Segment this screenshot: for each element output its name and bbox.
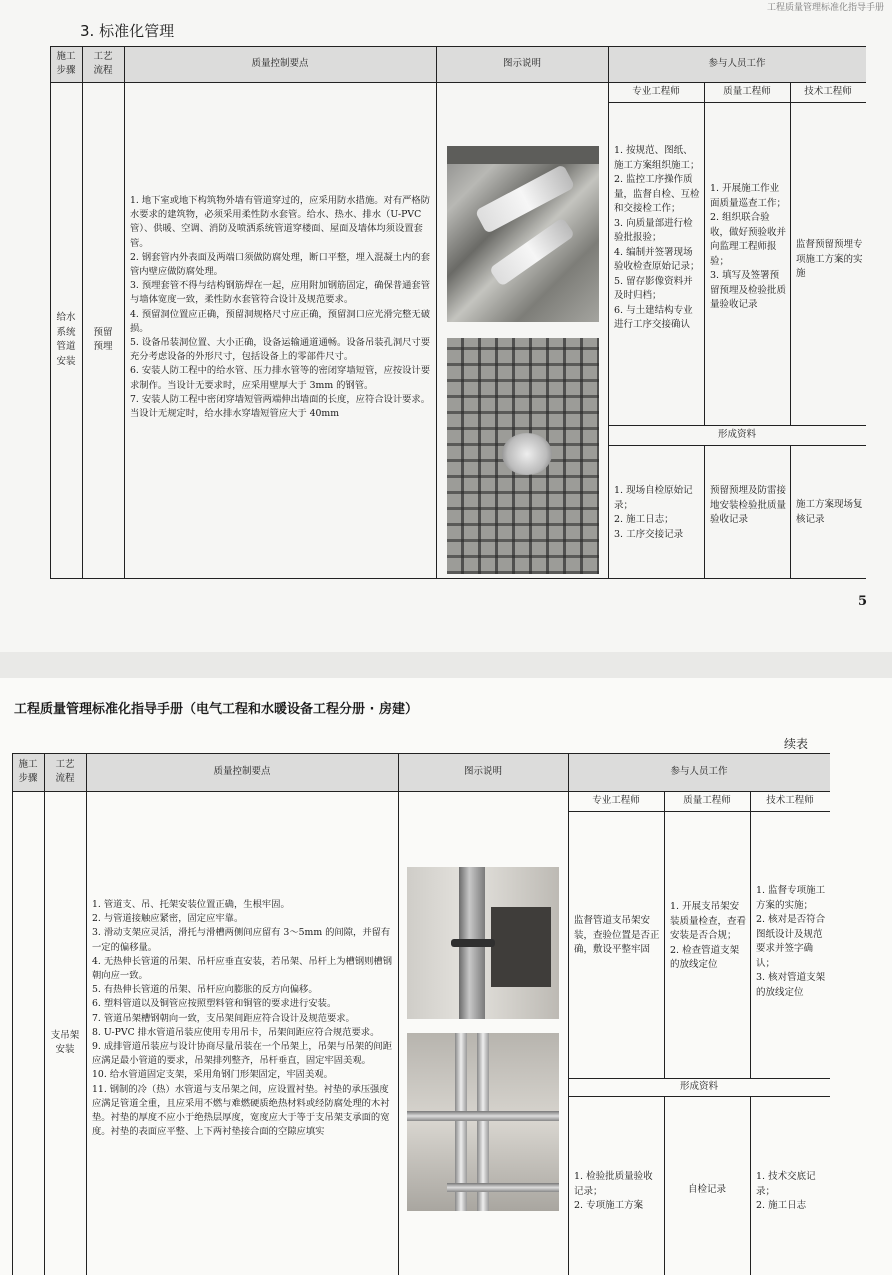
header-staff: 参与人员工作 (708, 57, 766, 69)
role-technical-engineer: 技术工程师 (804, 85, 852, 97)
table-border (44, 753, 45, 1275)
page-number: 5 (858, 594, 868, 609)
forming-records-label: 形成资料 (679, 1080, 718, 1092)
table-border (50, 82, 866, 83)
role-professional-engineer: 专业工程师 (592, 794, 640, 806)
table-border (124, 46, 125, 578)
quality-points-text: 1. 管道支、吊、托架安装位置正确，生根牢固。 2. 与管道接触应紧密，固定应牢靠。 3. 滑动支架应灵活，滑托与滑槽两侧间应留有 3～5mm 的间隙，并留有一定的偏移量。 4. 无热伸长管道的吊架、吊杆应垂直安装，若吊架、吊杆上为槽钢则槽钢朝向应一致。 5. 有热伸长管道的吊架、吊杆应向膨胀的反方向偏移。 6. 塑料管道以及铜管应按照塑料管和铜管的要求进行安装。 7. 管道吊架槽钢朝向一致，支吊架间距应符合设计及规范要求。 8. U-PVC 排水管道吊装应使用专用吊卡，吊架间距应符合规范要求。 9. 成排管道吊装应与设计协商尽量吊装在一个吊架上，吊架与吊架的间距应满足最小管道的要求，吊架排列整齐，吊杆垂直，固定牢固美观。 10. 给水管道固定支架，采用角钢门形架固定，牢固美观。 11. 钢制的冷（热）水管道与支吊架之间，应设置衬垫。衬垫的承压强度应满足管道全重，且应采用不燃与难燃硬质绝热材料或经防腐处理的木衬垫。衬垫的厚度不应小于绝热层厚度，宽度应大于等于支吊架支承面的宽度。衬垫的表面应平整、上下两衬垫接合面的空隙应填实 (92, 899, 393, 1138)
header-flow: 工艺 流程 (55, 758, 75, 784)
table-border (12, 753, 830, 754)
flow-cell: 预留 预埋 (93, 326, 113, 352)
header-staff: 参与人员工作 (670, 765, 728, 777)
table-border (568, 1096, 830, 1097)
header-points: 质量控制要点 (251, 57, 309, 69)
header-points: 质量控制要点 (213, 765, 271, 777)
running-header: 工程质量管理标准化指导手册 (766, 3, 884, 13)
forming-records-label: 形成资料 (717, 428, 756, 440)
professional-engineer-records: 1. 现场自检原始记录； 2. 施工日志； 3. 工序交接记录 (614, 485, 693, 540)
quality-engineer-work: 1. 开展支吊架安装质量检查，查看安装是否合规； 2. 检查管道支架的放线定位 (670, 901, 747, 970)
table-border (82, 46, 83, 578)
table-border (750, 791, 751, 1078)
quality-points-text: 1. 地下室或地下构筑物外墙有管道穿过的，应采用防水措施。对有严格防水要求的建筑物，必须采用柔性防水套管。给水、热水、排水（U-PVC管）、供暖、空调、消防及喷洒系统管道穿楼面、屋面及墙体均须设置套管。 2. 钢套管内外表面及两端口须做防腐处理，断口平整，埋入混凝土内的套管内壁应做防腐处理。 3. 预埋套管不得与结构钢筋焊在一起，应用附加钢筋固定，确保普通套管与墙体宽度一致，柔性防水套管符合设计及规范要求。 4. 预留洞位置应正确，预留洞规格尺寸应正确，预留洞口应光滑完整无破损。 5. 设备吊装洞位置、大小正确，设备运输通道通畅。设备吊装孔洞尺寸要充分考虑设备的外形尺寸，包括设备上的零部件尺寸。 6. 安装人防工程中的给水管、压力排水管等的密闭穿墙短管，应按设计要求制作。当设计无要求时，应采用壁厚大于 3mm 的钢管。 7. 安装人防工程中密闭穿墙短管两端伸出墙面的长度，应符合设计要求。当设计无规定时，给水排水穿墙短管应大于 40mm (130, 195, 431, 420)
professional-engineer-work: 1. 按规范、图纸、施工方案组织施工； 2. 监控工序操作质量，监督自检、互检和交接检工作； 3. 向质量部进行检验批报验； 4. 编制并签署现场验收检查原始记录； 5. 留存影像资料并及时归档； 6. 与土建结构专业进行工序交接确认 (614, 145, 700, 330)
header-figure: 图示说明 (463, 765, 502, 777)
table-border (790, 445, 791, 578)
book-title: 工程质量管理标准化指导手册（电气工程和水暖设备工程分册 · 房建） (14, 702, 418, 717)
header-figure: 图示说明 (502, 57, 541, 69)
table-border (568, 811, 830, 812)
table-border (50, 46, 866, 47)
table-border (608, 46, 609, 578)
table-border (436, 46, 437, 578)
table-border (50, 46, 51, 578)
table-border (664, 1096, 665, 1275)
photo-pipe-sleeve-pit (447, 146, 599, 322)
table-border (50, 578, 866, 579)
quality-engineer-records: 自检记录 (687, 1183, 726, 1195)
header-step: 施工 步骤 (18, 758, 38, 784)
technical-engineer-work: 监督预留预埋专项施工方案的实施 (796, 239, 863, 279)
continued-label: 续表 (784, 737, 809, 751)
quality-engineer-records: 预留预埋及防雷接地安装检验批质量验收记录 (710, 485, 787, 525)
role-quality-engineer: 质量工程师 (683, 794, 731, 806)
table-border (608, 425, 866, 426)
step-cell: 给水 系统 管道 安装 (56, 312, 76, 367)
table-border (398, 753, 399, 1275)
table-border (664, 791, 665, 1078)
role-technical-engineer: 技术工程师 (766, 794, 814, 806)
table-border (704, 82, 705, 425)
table-border (86, 753, 87, 1275)
photo-embedded-sleeve-rebar (447, 338, 599, 574)
technical-engineer-records: 1. 技术交底记录； 2. 施工日志 (756, 1171, 816, 1211)
technical-engineer-records: 施工方案现场复核记录 (796, 499, 863, 525)
role-quality-engineer: 质量工程师 (723, 85, 771, 97)
header-flow: 工艺 流程 (93, 50, 113, 76)
table-border (608, 102, 866, 103)
table-border (608, 445, 866, 446)
table-border (790, 82, 791, 425)
table-border (750, 1096, 751, 1275)
professional-engineer-records: 1. 检验批质量验收记录； 2. 专项施工方案 (574, 1171, 653, 1211)
technical-engineer-work: 1. 监督专项施工方案的实施； 2. 核对是否符合图纸设计及规范要求并签字确认； 3. 核对管道支架的放线定位 (756, 885, 826, 998)
professional-engineer-work: 监督管道支吊架安装，查验位置是否正确，敷设平整牢固 (574, 915, 660, 955)
section-title: 3. 标准化管理 (80, 22, 175, 40)
table-border (704, 445, 705, 578)
table-border (568, 753, 569, 1275)
table-border (12, 753, 13, 1275)
table-border (568, 1078, 830, 1079)
role-professional-engineer: 专业工程师 (632, 85, 680, 97)
page-2 (0, 678, 892, 1275)
header-step: 施工 步骤 (56, 50, 76, 76)
quality-engineer-work: 1. 开展施工作业面质量巡查工作； 2. 组织联合验收，做好预验收并向监理工程师报验； 3. 填写及签署预留预埋及检验批质量验收记录 (710, 183, 787, 310)
flow-cell: 支吊架 安装 (50, 1029, 80, 1055)
photo-pipe-hangers (407, 1033, 559, 1211)
table-border (12, 791, 830, 792)
photo-pipe-support-bracket (407, 867, 559, 1019)
